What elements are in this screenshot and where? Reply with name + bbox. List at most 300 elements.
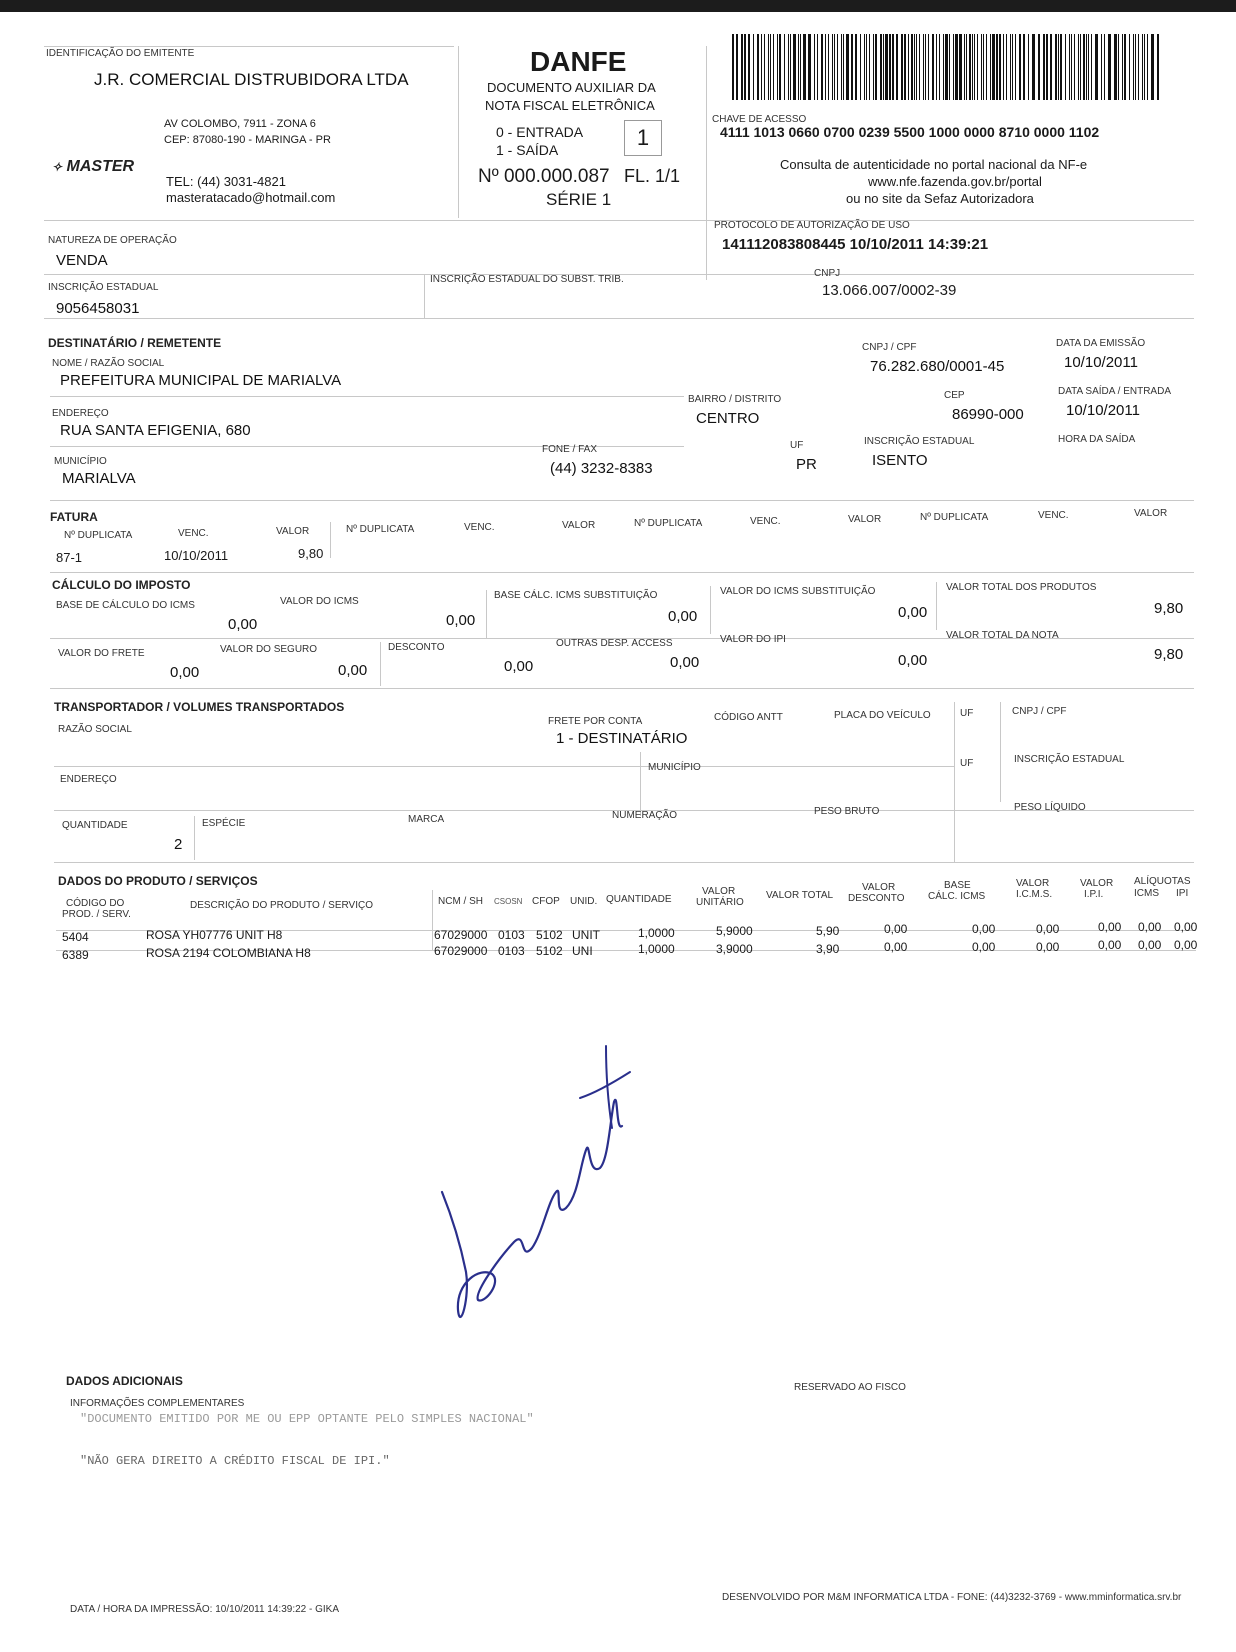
dest-nome: PREFEITURA MUNICIPAL DE MARIALVA [60, 372, 342, 389]
fatura-dup-label-1: Nº DUPLICATA [64, 530, 133, 541]
dest-uf-label: UF [790, 440, 804, 451]
barcode-bar [1055, 34, 1057, 100]
dest-endereco: RUA SANTA EFIGENIA, 680 [60, 422, 251, 439]
barcode-bar [964, 34, 965, 100]
info-line-1: "DOCUMENTO EMITIDO POR ME OU EPP OPTANTE PELO SIMPLES NACIONAL" [80, 1412, 534, 1426]
barcode-bar [1104, 34, 1105, 100]
barcode-bar [875, 34, 877, 100]
barcode-bar [981, 34, 982, 100]
barcode-bar [1151, 34, 1154, 100]
hdr-codigo-1: CÓDIGO DO [66, 898, 125, 909]
danfe-sheet [0, 12, 1236, 1652]
master-logo [52, 158, 134, 176]
seguro: 0,00 [338, 662, 368, 679]
hdr-vicms-2: I.C.M.S. [1016, 889, 1053, 900]
barcode-bar [790, 34, 791, 100]
barcode-bar [1144, 34, 1145, 100]
barcode-bar [945, 34, 948, 100]
row-qtd: 1,0000 [638, 942, 675, 956]
fatura-venc-label-2: VENC. [464, 522, 495, 533]
barcode-bar [757, 34, 759, 100]
transp-qtd: 2 [174, 836, 183, 853]
barcode-bar [880, 34, 882, 100]
row-vicms: 0,00 [1036, 922, 1060, 936]
barcode-bar [996, 34, 998, 100]
barcode-bar [1086, 34, 1087, 100]
barcode-bar [1118, 34, 1119, 100]
hdr-csosn: CSOSN [494, 897, 523, 906]
barcode-bar [1015, 34, 1016, 100]
ipi: 0,00 [898, 652, 928, 669]
seguro-label: VALOR DO SEGURO [220, 644, 318, 655]
barcode-bar [1108, 34, 1111, 100]
barcode-bar [851, 34, 853, 100]
barcode-bar [1083, 34, 1085, 100]
consulta-line-3: ou no site da Sefaz Autorizadora [846, 191, 1034, 206]
transp-especie-label: ESPÉCIE [202, 818, 246, 829]
barcode-bar [892, 34, 894, 100]
barcode-bar [825, 34, 826, 100]
barcode-bar [860, 34, 861, 100]
barcode-bar [817, 34, 818, 100]
base-icms: 0,00 [228, 616, 258, 633]
row-vipi: 0,00 [1098, 920, 1122, 934]
row-descricao: ROSA 2194 COLOMBIANA H8 [146, 946, 311, 960]
dest-cep-label: CEP [944, 390, 965, 401]
barcode-bar [846, 34, 849, 100]
fatura-valor-label-3: VALOR [848, 514, 882, 525]
row-base: 0,00 [972, 940, 996, 954]
barcode-bar [1012, 34, 1013, 100]
barcode-bar [969, 34, 971, 100]
barcode-bar [992, 34, 995, 100]
frete: 0,00 [170, 664, 200, 681]
barcode-bar [1095, 34, 1098, 100]
row-vicms: 0,00 [1036, 940, 1060, 954]
info-complementares-label: INFORMAÇÕES COMPLEMENTARES [70, 1398, 245, 1409]
barcode-bar [1138, 34, 1139, 100]
barcode-bar [1071, 34, 1072, 100]
transp-antt-label: CÓDIGO ANTT [714, 712, 783, 723]
barcode-bar [832, 34, 833, 100]
dest-bairro-label: BAIRRO / DISTRITO [688, 394, 782, 405]
barcode-bar [966, 34, 967, 100]
barcode-bar [914, 34, 915, 100]
barcode-bar [1157, 34, 1159, 100]
barcode-bar [1060, 34, 1062, 100]
row-codigo: 6389 [62, 948, 89, 962]
barcode-bar [1122, 34, 1123, 100]
barcode-bar [1135, 34, 1136, 100]
barcode-bar [1069, 34, 1070, 100]
fatura-valor-label-1: VALOR [276, 526, 310, 537]
table-row [0, 938, 1236, 968]
hdr-unid: UNID. [570, 896, 598, 907]
barcode-bar [925, 34, 926, 100]
barcode-bar [1142, 34, 1143, 100]
transp-peso-bruto-label: PESO BRUTO [814, 806, 880, 817]
row-vtotal: 3,90 [816, 942, 840, 956]
desenvolvido-por: DESENVOLVIDO POR M&M INFORMATICA LTDA - FONE: (44)3232-3769 - www.mminformatica.srv.br [722, 1592, 1182, 1603]
row-aicms: 0,00 [1138, 938, 1162, 952]
transp-municipio-label: MUNICÍPIO [648, 762, 701, 773]
transp-uf-label-1: UF [960, 708, 974, 719]
transp-peso-liquido-label: PESO LÍQUIDO [1014, 802, 1086, 813]
protocolo-label: PROTOCOLO DE AUTORIZAÇÃO DE USO [714, 220, 910, 231]
danfe-subtitle-1: DOCUMENTO AUXILIAR DA [487, 80, 656, 95]
barcode-bar [936, 34, 937, 100]
emitente-email: masteratacado@hotmail.com [166, 190, 336, 205]
barcode-bar [999, 34, 1001, 100]
fatura-venc: 10/10/2011 [164, 548, 229, 563]
row-vunit: 3,9000 [716, 942, 753, 956]
barcode-bar [800, 34, 801, 100]
barcode-bar [1043, 34, 1045, 100]
row-descricao: ROSA YH07776 UNIT H8 [146, 928, 283, 942]
dest-hora-label: HORA DA SAÍDA [1058, 434, 1136, 445]
barcode-bar [744, 34, 746, 100]
consulta-line-1: Consulta de autenticidade no portal nacional da NF-e [780, 157, 1088, 172]
barcode-bar [911, 34, 913, 100]
barcode-bar [773, 34, 774, 100]
barcode-bar [908, 34, 909, 100]
transp-numeracao-label: NUMERAÇÃO [612, 810, 678, 821]
barcode-bar [866, 34, 867, 100]
emitente-label: IDENTIFICAÇÃO DO EMITENTE [46, 48, 195, 59]
transp-uf-label-2: UF [960, 758, 974, 769]
desconto: 0,00 [504, 658, 534, 675]
total-prod-label: VALOR TOTAL DOS PRODUTOS [946, 582, 1097, 593]
hdr-vipi-2: I.P.I. [1084, 889, 1104, 900]
barcode-bar [916, 34, 917, 100]
fatura-valor: 9,80 [298, 546, 324, 561]
adicionais-section: DADOS ADICIONAIS [66, 1374, 183, 1388]
barcode-bar [1129, 34, 1130, 100]
barcode-bar [784, 34, 785, 100]
dest-ie-label: INSCRIÇÃO ESTADUAL [864, 436, 975, 447]
valor-st-label: VALOR DO ICMS SUBSTITUIÇÃO [720, 586, 876, 597]
dest-nome-label: NOME / RAZÃO SOCIAL [52, 358, 165, 369]
row-ncm: 67029000 [434, 944, 488, 958]
hdr-descricao: DESCRIÇÃO DO PRODUTO / SERVIÇO [190, 900, 373, 911]
tipo-entrada: 0 - ENTRADA [496, 124, 584, 140]
row-ncm: 67029000 [434, 928, 488, 942]
barcode-bar [748, 34, 750, 100]
fatura-dup-label-3: Nº DUPLICATA [634, 518, 703, 529]
row-aipi: 0,00 [1174, 938, 1198, 952]
transporte-section: TRANSPORTADOR / VOLUMES TRANSPORTADOS [54, 700, 345, 714]
barcode-bar [1080, 34, 1081, 100]
barcode-bar [1078, 34, 1079, 100]
barcode-bar [1019, 34, 1021, 100]
barcode-bar [977, 34, 978, 100]
transp-qtd-label: QUANTIDADE [62, 820, 128, 831]
fatura-dup: 87-1 [56, 550, 83, 565]
transp-ie-label: INSCRIÇÃO ESTADUAL [1014, 754, 1125, 765]
danfe-subtitle-2: NOTA FISCAL ELETRÔNICA [485, 98, 655, 113]
chave-label: CHAVE DE ACESSO [712, 114, 807, 125]
hdr-vdesc-1: VALOR [862, 882, 896, 893]
dest-uf: PR [796, 456, 817, 473]
emitente-name: J.R. COMERCIAL DISTRUBIDORA LTDA [94, 70, 409, 89]
outras-label: OUTRAS DESP. ACCESS [556, 638, 673, 649]
row-unid: UNI [572, 944, 593, 958]
barcode-bar [932, 34, 934, 100]
frete-label: VALOR DO FRETE [58, 648, 145, 659]
row-vunit: 5,9000 [716, 924, 753, 938]
fatura-valor-label-2: VALOR [562, 520, 596, 531]
row-vtotal: 5,90 [816, 924, 840, 938]
barcode-bar [901, 34, 903, 100]
barcode-bar [736, 34, 738, 100]
row-vipi: 0,00 [1098, 938, 1122, 952]
barcode-bar [793, 34, 796, 100]
hdr-vtotal: VALOR TOTAL [766, 890, 834, 901]
barcode-bar [1032, 34, 1035, 100]
barcode-bar [788, 34, 789, 100]
barcode-bar [873, 34, 874, 100]
total-prod: 9,80 [1154, 600, 1184, 617]
barcode-bar [949, 34, 950, 100]
protocolo-value: 141112083808445 10/10/2011 14:39:21 [722, 236, 989, 253]
nota-numero: Nº 000.000.087 [478, 166, 610, 187]
nota-folha: FL. 1/1 [624, 166, 681, 186]
cnpj-emit-value: 13.066.007/0002-39 [822, 282, 957, 299]
hdr-aliq-ipi: IPI [1176, 888, 1189, 899]
barcode-bar [821, 34, 823, 100]
barcode-bar [828, 34, 829, 100]
hdr-vipi-1: VALOR [1080, 878, 1114, 889]
dest-endereco-label: ENDEREÇO [52, 408, 109, 419]
barcode-bar [974, 34, 975, 100]
hdr-vunit-2: UNITÁRIO [696, 897, 744, 908]
barcode-bar [1010, 34, 1011, 100]
dest-emissao-label: DATA DA EMISSÃO [1056, 338, 1146, 349]
barcode-bar [955, 34, 958, 100]
valor-icms-label: VALOR DO ICMS [280, 596, 359, 607]
barcode-bar [834, 34, 835, 100]
desconto-label: DESCONTO [388, 642, 445, 653]
dest-cep: 86990-000 [952, 406, 1024, 423]
barcode-bar [841, 34, 842, 100]
fatura-section: FATURA [50, 510, 98, 524]
emitente-address: AV COLOMBO, 7911 - ZONA 6 [164, 118, 316, 130]
hdr-vunit-1: VALOR [702, 886, 736, 897]
barcode-bar [885, 34, 888, 100]
barcode-bar [869, 34, 870, 100]
base-icms-label: BASE DE CÁLCULO DO ICMS [56, 600, 195, 611]
barcode-bar [919, 34, 920, 100]
barcode-bar [798, 34, 799, 100]
barcode-bar [1023, 34, 1025, 100]
barcode-bar [837, 34, 838, 100]
dest-bairro: CENTRO [696, 410, 760, 427]
dest-municipio: MARIALVA [62, 470, 136, 487]
barcode-bar [1006, 34, 1007, 100]
barcode-bar [779, 34, 781, 100]
barcode-bar [864, 34, 865, 100]
hdr-base-1: BASE [944, 880, 971, 891]
base-st: 0,00 [668, 608, 698, 625]
hdr-qtd: QUANTIDADE [606, 894, 672, 905]
ie-value: 9056458031 [56, 300, 140, 317]
row-csosn: 0103 [498, 928, 525, 942]
barcode-bar [986, 34, 987, 100]
barcode-bar [1074, 34, 1075, 100]
barcode-bar [959, 34, 962, 100]
barcode-bar [983, 34, 984, 100]
barcode-bar [1133, 34, 1134, 100]
valor-st: 0,00 [898, 604, 928, 621]
barcode-bar [904, 34, 906, 100]
row-vdesc: 0,00 [884, 922, 908, 936]
hdr-aliq-icms: ICMS [1134, 888, 1159, 899]
barcode-bar [923, 34, 924, 100]
consulta-line-2: www.nfe.fazenda.gov.br/portal [868, 174, 1042, 189]
row-cfop: 5102 [536, 944, 563, 958]
tipo-box: 1 [624, 120, 662, 156]
transp-placa-label: PLACA DO VEÍCULO [834, 710, 931, 721]
cnpj-emit-label: CNPJ [814, 268, 841, 279]
row-csosn: 0103 [498, 944, 525, 958]
destinatario-section: DESTINATÁRIO / REMETENTE [48, 336, 222, 350]
ipi-label: VALOR DO IPI [720, 634, 786, 645]
row-cfop: 5102 [536, 928, 563, 942]
dest-fone-label: FONE / FAX [542, 444, 598, 455]
valor-icms: 0,00 [446, 612, 476, 629]
barcode-bar [1058, 34, 1059, 100]
barcode-bar [939, 34, 940, 100]
barcode-bar [990, 34, 991, 100]
fatura-venc-label-3: VENC. [750, 516, 781, 527]
chave-value: 4111 1013 0660 0700 0239 5500 1000 0000 8710 0000 1102 [720, 124, 1100, 140]
row-base: 0,00 [972, 922, 996, 936]
emitente-cep: CEP: 87080-190 - MARINGA - PR [164, 134, 331, 146]
info-line-2: "NÃO GERA DIREITO A CRÉDITO FISCAL DE IPI." [80, 1454, 390, 1468]
dest-saida-label: DATA SAÍDA / ENTRADA [1058, 386, 1171, 397]
tipo-saida: 1 - SAÍDA [496, 142, 559, 158]
signature-image [430, 1042, 650, 1342]
logo-text: MASTER [66, 158, 135, 175]
danfe-title: DANFE [530, 46, 627, 77]
imposto-section: CÁLCULO DO IMPOSTO [52, 578, 191, 592]
barcode [730, 34, 1162, 100]
dest-ie: ISENTO [872, 452, 928, 469]
total-nota: 9,80 [1154, 646, 1184, 663]
transp-frete-label: FRETE POR CONTA [548, 716, 643, 727]
barcode-bar [803, 34, 806, 100]
barcode-bar [1091, 34, 1092, 100]
transp-marca-label: MARCA [408, 814, 445, 825]
dest-emissao: 10/10/2011 [1064, 354, 1138, 371]
barcode-bar [753, 34, 754, 100]
dest-cnpj-label: CNPJ / CPF [862, 342, 917, 353]
outras: 0,00 [670, 654, 700, 671]
barcode-bar [896, 34, 898, 100]
barcode-bar [1028, 34, 1029, 100]
row-codigo: 5404 [62, 930, 89, 944]
ie-label: INSCRIÇÃO ESTADUAL [48, 282, 159, 293]
fatura-venc-label-1: VENC. [178, 528, 209, 539]
barcode-bar [1101, 34, 1102, 100]
barcode-bar [808, 34, 811, 100]
natureza-value: VENDA [56, 252, 108, 269]
fatura-valor-label-4: VALOR [1134, 508, 1168, 519]
fatura-dup-label-2: Nº DUPLICATA [346, 524, 415, 535]
row-qtd: 1,0000 [638, 926, 675, 940]
hdr-codigo-2: PROD. / SERV. [62, 909, 131, 920]
row-vdesc: 0,00 [884, 940, 908, 954]
logo-mark-icon: ✧ [52, 160, 63, 174]
barcode-bar [741, 34, 743, 100]
dest-cnpj: 76.282.680/0001-45 [870, 358, 1005, 375]
hdr-vdesc-2: DESCONTO [848, 893, 905, 904]
produtos-section: DADOS DO PRODUTO / SERVIÇOS [58, 874, 258, 888]
barcode-bar [1050, 34, 1052, 100]
barcode-bar [855, 34, 857, 100]
barcode-bar [943, 34, 944, 100]
barcode-bar [843, 34, 844, 100]
barcode-bar [928, 34, 929, 100]
barcode-bar [953, 34, 954, 100]
barcode-bar [972, 34, 973, 100]
transp-endereco-label: ENDEREÇO [60, 774, 117, 785]
barcode-bar [761, 34, 762, 100]
fatura-dup-label-4: Nº DUPLICATA [920, 512, 989, 523]
ie-subst-label: INSCRIÇÃO ESTADUAL DO SUBST. TRIB. [430, 274, 624, 285]
row-aicms: 0,00 [1138, 920, 1162, 934]
transp-cnpj-label: CNPJ / CPF [1012, 706, 1067, 717]
barcode-bar [1046, 34, 1048, 100]
transp-razao-label: RAZÃO SOCIAL [58, 724, 132, 735]
transp-frete: 1 - DESTINATÁRIO [556, 730, 688, 747]
barcode-bar [1038, 34, 1040, 100]
barcode-bar [764, 34, 765, 100]
emitente-phone: TEL: (44) 3031-4821 [166, 174, 286, 189]
natureza-label: NATUREZA DE OPERAÇÃO [48, 235, 177, 246]
dest-municipio-label: MUNICÍPIO [54, 456, 107, 467]
barcode-bar [1003, 34, 1004, 100]
barcode-bar [768, 34, 769, 100]
hdr-vicms-1: VALOR [1016, 878, 1050, 889]
barcode-bar [814, 34, 815, 100]
reservado-fisco-label: RESERVADO AO FISCO [794, 1382, 906, 1393]
barcode-bar [1065, 34, 1066, 100]
barcode-bar [889, 34, 891, 100]
impressao-timestamp: DATA / HORA DA IMPRESSÃO: 10/10/2011 14:39:22 - GIKA [70, 1604, 340, 1615]
row-unid: UNIT [572, 928, 600, 942]
barcode-bar [883, 34, 884, 100]
base-st-label: BASE CÁLC. ICMS SUBSTITUIÇÃO [494, 590, 658, 601]
row-aipi: 0,00 [1174, 920, 1198, 934]
barcode-bar [1088, 34, 1089, 100]
barcode-bar [1147, 34, 1148, 100]
nota-serie: SÉRIE 1 [546, 190, 612, 209]
hdr-base-2: CÁLC. ICMS [928, 891, 986, 902]
hdr-aliquotas: ALÍQUOTAS [1134, 876, 1191, 887]
barcode-bar [770, 34, 771, 100]
hdr-cfop: CFOP [532, 896, 560, 907]
fatura-venc-label-4: VENC. [1038, 510, 1069, 521]
barcode-bar [732, 34, 734, 100]
barcode-bar [1124, 34, 1126, 100]
hdr-ncm: NCM / SH [438, 896, 483, 907]
dest-saida: 10/10/2011 [1066, 402, 1140, 419]
barcode-bar [777, 34, 778, 100]
total-nota-label: VALOR TOTAL DA NOTA [946, 630, 1059, 641]
dest-fone: (44) 3232-8383 [550, 460, 653, 477]
barcode-bar [1114, 34, 1117, 100]
